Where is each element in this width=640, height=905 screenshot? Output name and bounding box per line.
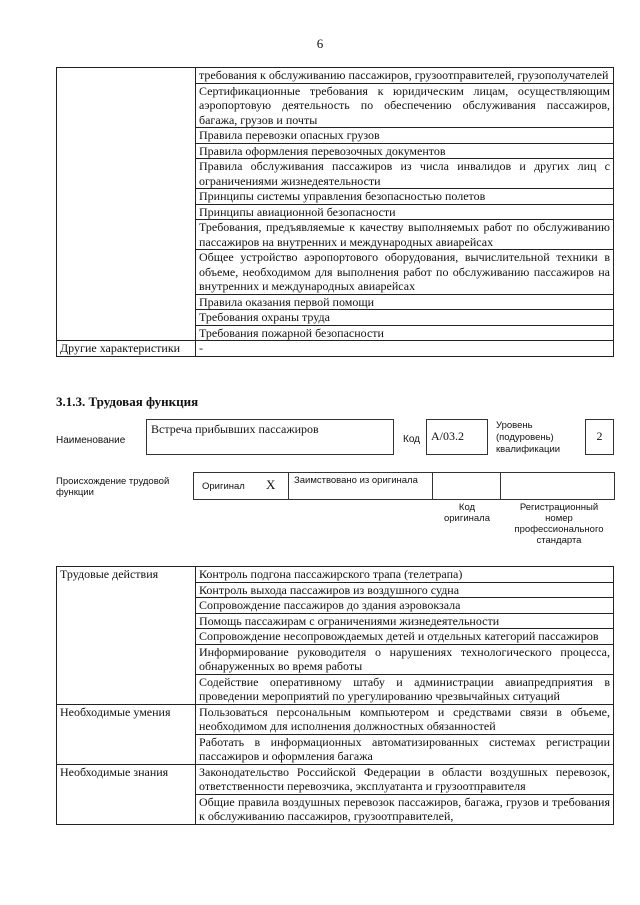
other-characteristics-label: Другие характеристики <box>57 341 196 357</box>
table-cell: Требования, предъявляемые к качеству выполняемых работ по обслуживанию пассажиров на внутренних и международных авиарейсах <box>196 220 614 250</box>
borrowed-label: Заимствовано из оригинала <box>294 475 418 486</box>
code-original-label: Код оригинала <box>443 502 490 524</box>
origin-box <box>193 472 615 500</box>
divider <box>500 473 501 499</box>
code-value: A/03.2 <box>426 419 488 455</box>
table-cell: Требования пожарной безопасности <box>196 325 614 341</box>
original-label: Оригинал <box>202 481 245 492</box>
table-cell: Общее устройство аэропортового оборудования, вычислительной техники в объеме, необходимом для выполнения работ по обслуживанию пассажиров на внутренних и международных авиарейсах <box>196 250 614 295</box>
knowledge-label: Необходимые знания <box>57 764 196 824</box>
table-cell: Законодательство Российской Федерации в области воздушных перевозок, ответственности перевозчика, эксплуатанта и грузоотправителя <box>196 764 614 794</box>
registration-number-label: Регистрационный номер профессионального стандарта <box>514 502 604 546</box>
table-cell: Контроль подгона пассажирского трапа (телетрапа) <box>196 567 614 583</box>
table-cell: Пользоваться персональным компьютером и средствами связи в объеме, необходимом для исполнения должностных обязанностей <box>196 704 614 734</box>
page-number: 6 <box>316 36 324 51</box>
table-cell: Принципы системы управления безопасностью полетов <box>196 189 614 205</box>
table-row <box>57 764 614 794</box>
table-row <box>57 68 614 84</box>
table-cell: требования к обслуживанию пассажиров, грузоотправителей, грузополучателей <box>196 68 614 84</box>
level-value: 2 <box>585 419 614 455</box>
table-cell: Правила обслуживания пассажиров из числа инвалидов и других лиц с ограничениями жизнедеятельности <box>196 159 614 189</box>
actions-label: Трудовые действия <box>57 567 196 705</box>
other-characteristics-value: - <box>196 341 614 357</box>
table-cell: Правила перевозки опасных грузов <box>196 128 614 144</box>
table-cell: Информирование руководителя о нарушениях технологического процесса, обнаруженных во время работы <box>196 644 614 674</box>
skills-label: Необходимые умения <box>57 704 196 764</box>
table-cell: Общие правила воздушных перевозок пассажиров, багажа, грузов и требования к обслуживанию пассажиров, грузоотправителей, <box>196 794 614 824</box>
table-cell: Сопровождение пассажиров до здания аэровокзала <box>196 598 614 614</box>
original-mark: X <box>266 477 276 492</box>
table-cell: Содействие оперативному штабу и администрации авиапредприятия в проведении мероприятий по урегулированию чрезвычайных ситуаций <box>196 674 614 704</box>
table-cell: Требования охраны труда <box>196 310 614 326</box>
table-cell: Правила оформления перевозочных документов <box>196 143 614 159</box>
table-cell: Помощь пассажирам с ограничениями жизнедеятельности <box>196 613 614 629</box>
name-label: Наименование <box>56 435 126 446</box>
divider <box>288 473 289 499</box>
table-cell: Сопровождение несопровождаемых детей и отдельных категорий пассажиров <box>196 629 614 645</box>
table-cell: Сертификационные требования к юридическим лицам, осуществляющим аэропортовую деятельность по обеспечению обслуживания пассажиров, багажа, грузов и почты <box>196 83 614 128</box>
table-cell: Правила оказания первой помощи <box>196 294 614 310</box>
table-cell: Контроль выхода пассажиров из воздушного судна <box>196 582 614 598</box>
knowledge-table-continued <box>56 67 614 357</box>
table-cell: Принципы авиационной безопасности <box>196 204 614 220</box>
level-label: Уровень (подуровень) квалификации <box>496 420 561 455</box>
function-table <box>56 566 614 825</box>
divider <box>432 473 433 499</box>
table-row <box>57 704 614 734</box>
table-cell: Работать в информационных автоматизированных системах регистрации пассажиров и оформления багажа <box>196 734 614 764</box>
section-heading: 3.1.3. Трудовая функция <box>56 394 199 409</box>
code-label: Код <box>403 434 421 445</box>
empty-label-cell <box>57 68 196 341</box>
name-value: Встреча прибывших пассажиров <box>146 419 394 455</box>
table-row <box>57 341 614 357</box>
table-row <box>57 567 614 583</box>
origin-label: Происхождение трудовой функции <box>56 476 170 498</box>
